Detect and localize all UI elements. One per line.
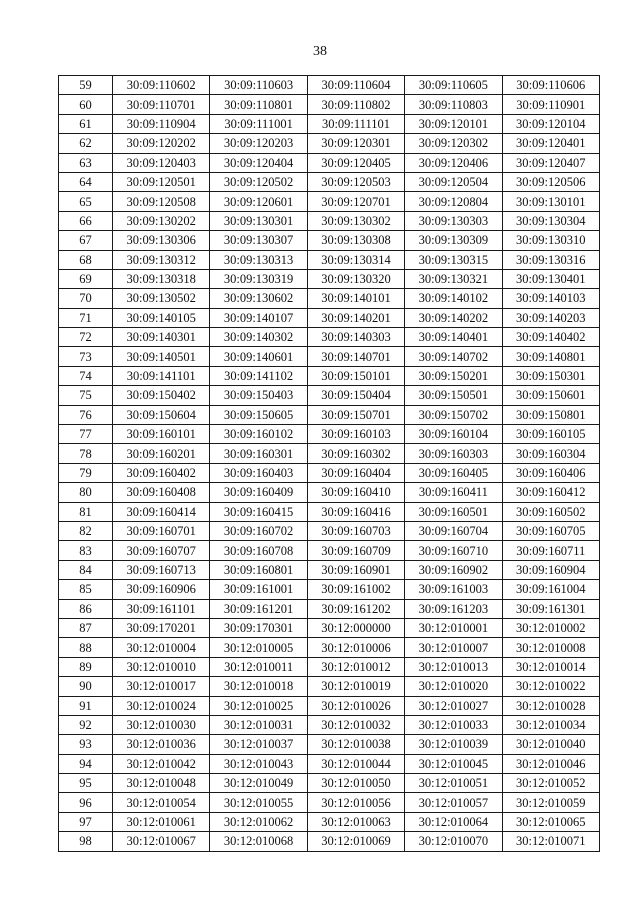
- cadastral-number-cell: 30:09:140201: [307, 308, 404, 327]
- row-number-cell: 90: [59, 677, 113, 696]
- table-row: [59, 832, 600, 851]
- cadastral-number-cell: 30:09:150201: [405, 366, 502, 385]
- cadastral-number-cell: 30:12:010069: [307, 832, 404, 851]
- cadastral-number-cell: 30:09:130304: [502, 211, 599, 230]
- cadastral-number-cell: 30:12:010071: [502, 832, 599, 851]
- cadastral-number-cell: 30:09:130316: [502, 250, 599, 269]
- cadastral-number-cell: 30:12:010045: [405, 754, 502, 773]
- cadastral-number-cell: 30:12:010068: [210, 832, 307, 851]
- cadastral-number-cell: 30:12:010043: [210, 754, 307, 773]
- cadastral-number-cell: 30:09:140101: [307, 289, 404, 308]
- table-row: [59, 560, 600, 579]
- cadastral-number-cell: 30:09:160906: [113, 580, 210, 599]
- cadastral-number-cell: 30:09:160101: [113, 425, 210, 444]
- row-number-cell: 74: [59, 366, 113, 385]
- cadastral-number-cell: 30:09:161101: [113, 599, 210, 618]
- cadastral-number-cell: 30:09:141102: [210, 366, 307, 385]
- cadastral-number-cell: 30:09:110605: [405, 76, 502, 95]
- row-number-cell: 82: [59, 521, 113, 540]
- table-row: [59, 95, 600, 114]
- cadastral-number-cell: 30:09:130202: [113, 211, 210, 230]
- cadastral-number-cell: 30:09:170301: [210, 618, 307, 637]
- cadastral-number-cell: 30:12:010062: [210, 812, 307, 831]
- cadastral-number-cell: 30:12:010048: [113, 774, 210, 793]
- row-number-cell: 96: [59, 793, 113, 812]
- cadastral-number-cell: 30:09:120701: [307, 192, 404, 211]
- cadastral-number-cell: 30:09:150101: [307, 366, 404, 385]
- cadastral-number-cell: 30:09:110701: [113, 95, 210, 114]
- cadastral-number-cell: 30:09:161203: [405, 599, 502, 618]
- cadastral-number-cell: 30:09:160416: [307, 502, 404, 521]
- row-number-cell: 98: [59, 832, 113, 851]
- cadastral-number-cell: 30:09:120406: [405, 153, 502, 172]
- cadastral-number-cell: 30:09:160301: [210, 444, 307, 463]
- table-row: [59, 812, 600, 831]
- cadastral-number-cell: 30:12:010040: [502, 735, 599, 754]
- row-number-cell: 66: [59, 211, 113, 230]
- row-number-cell: 78: [59, 444, 113, 463]
- table-row: [59, 114, 600, 133]
- cadastral-number-cell: 30:09:140102: [405, 289, 502, 308]
- table-row: [59, 444, 600, 463]
- cadastral-number-cell: 30:09:130318: [113, 269, 210, 288]
- cadastral-number-cell: 30:12:010011: [210, 657, 307, 676]
- cadastral-number-cell: 30:12:010046: [502, 754, 599, 773]
- cadastral-number-cell: 30:09:120405: [307, 153, 404, 172]
- table-row: [59, 250, 600, 269]
- cadastral-number-cell: 30:09:110803: [405, 95, 502, 114]
- cadastral-number-cell: 30:09:130310: [502, 231, 599, 250]
- page-number: 38: [313, 44, 327, 59]
- cadastral-number-cell: 30:09:130502: [113, 289, 210, 308]
- row-number-cell: 71: [59, 308, 113, 327]
- cadastral-number-cell: 30:12:010013: [405, 657, 502, 676]
- cadastral-number-cell: 30:12:010065: [502, 812, 599, 831]
- row-number-cell: 67: [59, 231, 113, 250]
- cadastral-number-cell: 30:12:010025: [210, 696, 307, 715]
- cadastral-number-cell: 30:09:150501: [405, 386, 502, 405]
- cadastral-number-cell: 30:09:161202: [307, 599, 404, 618]
- table-row: [59, 483, 600, 502]
- table-row: [59, 599, 600, 618]
- cadastral-number-cell: 30:09:130401: [502, 269, 599, 288]
- cadastral-number-cell: 30:09:161004: [502, 580, 599, 599]
- cadastral-number-cell: 30:09:120104: [502, 114, 599, 133]
- table-row: [59, 638, 600, 657]
- cadastral-number-cell: 30:09:120203: [210, 134, 307, 153]
- cadastral-number-cell: 30:09:150404: [307, 386, 404, 405]
- table-row: [59, 502, 600, 521]
- cadastral-number-cell: 30:12:010030: [113, 715, 210, 734]
- table-row: [59, 793, 600, 812]
- row-number-cell: 60: [59, 95, 113, 114]
- cadastral-number-cell: 30:12:010050: [307, 774, 404, 793]
- table-row: [59, 521, 600, 540]
- cadastral-number-cell: 30:12:010063: [307, 812, 404, 831]
- cadastral-number-cell: 30:09:160403: [210, 463, 307, 482]
- cadastral-number-cell: 30:12:010022: [502, 677, 599, 696]
- cadastral-number-cell: 30:09:110904: [113, 114, 210, 133]
- cadastral-number-cell: 30:12:010018: [210, 677, 307, 696]
- cadastral-number-cell: 30:09:160103: [307, 425, 404, 444]
- cadastral-number-cell: 30:09:130602: [210, 289, 307, 308]
- row-number-cell: 97: [59, 812, 113, 831]
- row-number-cell: 61: [59, 114, 113, 133]
- cadastral-number-cell: 30:12:010020: [405, 677, 502, 696]
- row-number-cell: 92: [59, 715, 113, 734]
- cadastral-number-cell: 30:12:010014: [502, 657, 599, 676]
- cadastral-number-cell: 30:09:160411: [405, 483, 502, 502]
- cadastral-number-cell: 30:09:150301: [502, 366, 599, 385]
- cadastral-number-cell: 30:09:120401: [502, 134, 599, 153]
- cadastral-number-cell: 30:09:160708: [210, 541, 307, 560]
- table-row: [59, 134, 600, 153]
- cadastral-number-cell: 30:09:150701: [307, 405, 404, 424]
- cadastral-number-cell: 30:12:010017: [113, 677, 210, 696]
- cadastral-number-cell: 30:12:010052: [502, 774, 599, 793]
- cadastral-number-cell: 30:09:130321: [405, 269, 502, 288]
- cadastral-number-cell: 30:12:010005: [210, 638, 307, 657]
- cadastral-number-cell: 30:09:160104: [405, 425, 502, 444]
- cadastral-number-cell: 30:09:160405: [405, 463, 502, 482]
- cadastral-number-cell: 30:09:110606: [502, 76, 599, 95]
- cadastral-number-cell: 30:12:010024: [113, 696, 210, 715]
- cadastral-number-cell: 30:12:010032: [307, 715, 404, 734]
- cadastral-number-cell: 30:09:160703: [307, 521, 404, 540]
- cadastral-number-cell: 30:12:010010: [113, 657, 210, 676]
- cadastral-number-cell: 30:12:010037: [210, 735, 307, 754]
- row-number-cell: 70: [59, 289, 113, 308]
- cadastral-number-cell: 30:09:140401: [405, 328, 502, 347]
- cadastral-number-cell: 30:12:010001: [405, 618, 502, 637]
- row-number-cell: 68: [59, 250, 113, 269]
- cadastral-number-cell: 30:09:161002: [307, 580, 404, 599]
- cadastral-number-cell: 30:09:140107: [210, 308, 307, 327]
- cadastral-number-cell: 30:09:130302: [307, 211, 404, 230]
- cadastral-number-cell: 30:09:120601: [210, 192, 307, 211]
- cadastral-number-cell: 30:09:160302: [307, 444, 404, 463]
- cadastral-number-cell: 30:09:160412: [502, 483, 599, 502]
- table-body: [59, 76, 600, 852]
- cadastral-number-cell: 30:09:160713: [113, 560, 210, 579]
- cadastral-number-cell: 30:12:010019: [307, 677, 404, 696]
- cadastral-number-cell: 30:09:130312: [113, 250, 210, 269]
- table-row: [59, 580, 600, 599]
- cadastral-number-cell: 30:12:010038: [307, 735, 404, 754]
- table-row: [59, 347, 600, 366]
- cadastral-number-cell: 30:09:160902: [405, 560, 502, 579]
- cadastral-number-cell: 30:09:160408: [113, 483, 210, 502]
- cadastral-number-cell: 30:09:120504: [405, 172, 502, 191]
- row-number-cell: 80: [59, 483, 113, 502]
- row-number-cell: 95: [59, 774, 113, 793]
- cadastral-number-cell: 30:09:130319: [210, 269, 307, 288]
- table-row: [59, 715, 600, 734]
- cadastral-number-cell: 30:09:161201: [210, 599, 307, 618]
- cadastral-number-cell: 30:09:160502: [502, 502, 599, 521]
- row-number-cell: 91: [59, 696, 113, 715]
- cadastral-number-cell: 30:09:140203: [502, 308, 599, 327]
- cadastral-number-cell: 30:09:160409: [210, 483, 307, 502]
- cadastral-number-cell: 30:09:130101: [502, 192, 599, 211]
- row-number-cell: 73: [59, 347, 113, 366]
- cadastral-number-cell: 30:12:010056: [307, 793, 404, 812]
- cadastral-number-cell: 30:09:160707: [113, 541, 210, 560]
- cadastral-number-cell: 30:09:110802: [307, 95, 404, 114]
- table-row: [59, 366, 600, 385]
- cadastral-number-cell: 30:09:140302: [210, 328, 307, 347]
- cadastral-number-cell: 30:09:160102: [210, 425, 307, 444]
- table-row: [59, 774, 600, 793]
- row-number-cell: 76: [59, 405, 113, 424]
- row-number-cell: 77: [59, 425, 113, 444]
- cadastral-number-cell: 30:09:120101: [405, 114, 502, 133]
- cadastral-number-cell: 30:09:160402: [113, 463, 210, 482]
- cadastral-number-cell: 30:12:010042: [113, 754, 210, 773]
- cadastral-number-cell: 30:09:120407: [502, 153, 599, 172]
- cadastral-number-cell: 30:09:150601: [502, 386, 599, 405]
- cadastral-number-cell: 30:09:160410: [307, 483, 404, 502]
- cadastral-number-cell: 30:09:160406: [502, 463, 599, 482]
- cadastral-number-cell: 30:09:160801: [210, 560, 307, 579]
- cadastral-number-cell: 30:09:160710: [405, 541, 502, 560]
- row-number-cell: 65: [59, 192, 113, 211]
- table-row: [59, 172, 600, 191]
- cadastral-number-cell: 30:09:160414: [113, 502, 210, 521]
- cadastral-number-cell: 30:09:160705: [502, 521, 599, 540]
- table-row: [59, 541, 600, 560]
- row-number-cell: 75: [59, 386, 113, 405]
- cadastral-number-cell: 30:09:130309: [405, 231, 502, 250]
- cadastral-number-cell: 30:09:130314: [307, 250, 404, 269]
- cadastral-number-cell: 30:09:130308: [307, 231, 404, 250]
- row-number-cell: 88: [59, 638, 113, 657]
- cadastral-number-cell: 30:09:111001: [210, 114, 307, 133]
- cadastral-number-cell: 30:12:010028: [502, 696, 599, 715]
- cadastral-number-cell: 30:09:140601: [210, 347, 307, 366]
- cadastral-number-cell: 30:09:150604: [113, 405, 210, 424]
- table-row: [59, 386, 600, 405]
- cadastral-number-cell: 30:12:010006: [307, 638, 404, 657]
- cadastral-number-cell: 30:09:141101: [113, 366, 210, 385]
- cadastral-number-cell: 30:09:160709: [307, 541, 404, 560]
- cadastral-number-cell: 30:09:110801: [210, 95, 307, 114]
- cadastral-number-cell: 30:09:140402: [502, 328, 599, 347]
- table-row: [59, 308, 600, 327]
- table-row: [59, 269, 600, 288]
- cadastral-number-cell: 30:09:120503: [307, 172, 404, 191]
- cadastral-number-cell: 30:12:010031: [210, 715, 307, 734]
- table-row: [59, 618, 600, 637]
- cadastral-number-cell: 30:09:130315: [405, 250, 502, 269]
- cadastral-number-cell: 30:09:150605: [210, 405, 307, 424]
- cadastral-number-cell: 30:12:010008: [502, 638, 599, 657]
- cadastral-number-cell: 30:09:160304: [502, 444, 599, 463]
- cadastral-number-cell: 30:09:140303: [307, 328, 404, 347]
- cadastral-number-cell: 30:09:111101: [307, 114, 404, 133]
- table-row: [59, 76, 600, 95]
- cadastral-number-cell: 30:12:010054: [113, 793, 210, 812]
- cadastral-number-cell: 30:09:150402: [113, 386, 210, 405]
- table-row: [59, 289, 600, 308]
- cadastral-number-cell: 30:12:010007: [405, 638, 502, 657]
- cadastral-number-cell: 30:09:140103: [502, 289, 599, 308]
- cadastral-number-cell: 30:12:010012: [307, 657, 404, 676]
- row-number-cell: 72: [59, 328, 113, 347]
- table-row: [59, 754, 600, 773]
- row-number-cell: 89: [59, 657, 113, 676]
- cadastral-number-cell: 30:12:000000: [307, 618, 404, 637]
- row-number-cell: 63: [59, 153, 113, 172]
- cadastral-number-cell: 30:09:140202: [405, 308, 502, 327]
- cadastral-number-cell: 30:12:010034: [502, 715, 599, 734]
- cadastral-number-cell: 30:09:130307: [210, 231, 307, 250]
- table-row: [59, 231, 600, 250]
- cadastral-number-cell: 30:09:160704: [405, 521, 502, 540]
- cadastral-number-cell: 30:09:110604: [307, 76, 404, 95]
- table-row: [59, 211, 600, 230]
- row-number-cell: 93: [59, 735, 113, 754]
- cadastral-number-cell: 30:09:160901: [307, 560, 404, 579]
- cadastral-number-cell: 30:12:010049: [210, 774, 307, 793]
- cadastral-number-cell: 30:09:120403: [113, 153, 210, 172]
- row-number-cell: 81: [59, 502, 113, 521]
- cadastral-number-cell: 30:12:010036: [113, 735, 210, 754]
- cadastral-number-cell: 30:09:140801: [502, 347, 599, 366]
- cadastral-number-cell: 30:09:120202: [113, 134, 210, 153]
- cadastral-number-cell: 30:09:160501: [405, 502, 502, 521]
- row-number-cell: 79: [59, 463, 113, 482]
- cadastral-number-cell: 30:12:010070: [405, 832, 502, 851]
- cadastral-number-cell: 30:09:161001: [210, 580, 307, 599]
- table-row: [59, 328, 600, 347]
- cadastral-number-cell: 30:09:160105: [502, 425, 599, 444]
- cadastral-number-cell: 30:09:161301: [502, 599, 599, 618]
- cadastral-number-cell: 30:09:160415: [210, 502, 307, 521]
- cadastral-number-cell: 30:09:160201: [113, 444, 210, 463]
- cadastral-number-cell: 30:09:110901: [502, 95, 599, 114]
- cadastral-number-cell: 30:09:130301: [210, 211, 307, 230]
- cadastral-number-cell: 30:09:150403: [210, 386, 307, 405]
- cadastral-number-cell: 30:09:120302: [405, 134, 502, 153]
- cadastral-number-cell: 30:09:150702: [405, 405, 502, 424]
- cadastral-number-cell: 30:12:010033: [405, 715, 502, 734]
- table-row: [59, 192, 600, 211]
- table-row: [59, 657, 600, 676]
- cadastral-number-cell: 30:09:130320: [307, 269, 404, 288]
- cadastral-number-cell: 30:09:161003: [405, 580, 502, 599]
- cadastral-number-cell: 30:09:120502: [210, 172, 307, 191]
- cadastral-number-cell: 30:09:160404: [307, 463, 404, 482]
- cadastral-number-cell: 30:09:120501: [113, 172, 210, 191]
- cadastral-number-cell: 30:12:010061: [113, 812, 210, 831]
- cadastral-number-cell: 30:12:010004: [113, 638, 210, 657]
- cadastral-number-cell: 30:12:010026: [307, 696, 404, 715]
- table-row: [59, 405, 600, 424]
- row-number-cell: 64: [59, 172, 113, 191]
- table-row: [59, 696, 600, 715]
- cadastral-number-cell: 30:09:170201: [113, 618, 210, 637]
- cadastral-number-cell: 30:09:110603: [210, 76, 307, 95]
- cadastral-number-cell: 30:09:120301: [307, 134, 404, 153]
- table-row: [59, 153, 600, 172]
- cadastral-number-cell: 30:12:010064: [405, 812, 502, 831]
- row-number-cell: 86: [59, 599, 113, 618]
- table-row: [59, 735, 600, 754]
- cadastral-number-cell: 30:09:120508: [113, 192, 210, 211]
- cadastral-number-cell: 30:09:120404: [210, 153, 307, 172]
- cadastral-number-cell: 30:12:010055: [210, 793, 307, 812]
- row-number-cell: 83: [59, 541, 113, 560]
- cadastral-number-cell: 30:09:120506: [502, 172, 599, 191]
- cadastral-number-cell: 30:09:140701: [307, 347, 404, 366]
- row-number-cell: 84: [59, 560, 113, 579]
- cadastral-number-cell: 30:12:010002: [502, 618, 599, 637]
- cadastral-number-cell: 30:12:010039: [405, 735, 502, 754]
- cadastral-number-cell: 30:12:010051: [405, 774, 502, 793]
- cadastral-number-cell: 30:09:160303: [405, 444, 502, 463]
- cadastral-number-cell: 30:12:010027: [405, 696, 502, 715]
- row-number-cell: 62: [59, 134, 113, 153]
- cadastral-number-cell: 30:09:130303: [405, 211, 502, 230]
- cadastral-number-cell: 30:09:150801: [502, 405, 599, 424]
- cadastral-number-cell: 30:12:010067: [113, 832, 210, 851]
- cadastral-number-cell: 30:09:140501: [113, 347, 210, 366]
- cadastral-number-cell: 30:09:160701: [113, 521, 210, 540]
- row-number-cell: 94: [59, 754, 113, 773]
- table-row: [59, 425, 600, 444]
- row-number-cell: 69: [59, 269, 113, 288]
- cadastral-number-cell: 30:12:010057: [405, 793, 502, 812]
- cadastral-number-cell: 30:09:140702: [405, 347, 502, 366]
- cadastral-number-cell: 30:12:010059: [502, 793, 599, 812]
- cadastral-number-cell: 30:09:110602: [113, 76, 210, 95]
- cadastral-number-cell: 30:09:140105: [113, 308, 210, 327]
- cadastral-number-cell: 30:09:130313: [210, 250, 307, 269]
- table-row: [59, 463, 600, 482]
- row-number-cell: 87: [59, 618, 113, 637]
- cadastral-number-cell: 30:09:120804: [405, 192, 502, 211]
- row-number-cell: 85: [59, 580, 113, 599]
- table-row: [59, 677, 600, 696]
- row-number-cell: 59: [59, 76, 113, 95]
- cadastral-number-cell: 30:09:160904: [502, 560, 599, 579]
- cadastral-quarters-table: [58, 75, 600, 852]
- cadastral-number-cell: 30:09:140301: [113, 328, 210, 347]
- cadastral-number-cell: 30:09:130306: [113, 231, 210, 250]
- cadastral-number-cell: 30:12:010044: [307, 754, 404, 773]
- cadastral-number-cell: 30:09:160702: [210, 521, 307, 540]
- cadastral-number-cell: 30:09:160711: [502, 541, 599, 560]
